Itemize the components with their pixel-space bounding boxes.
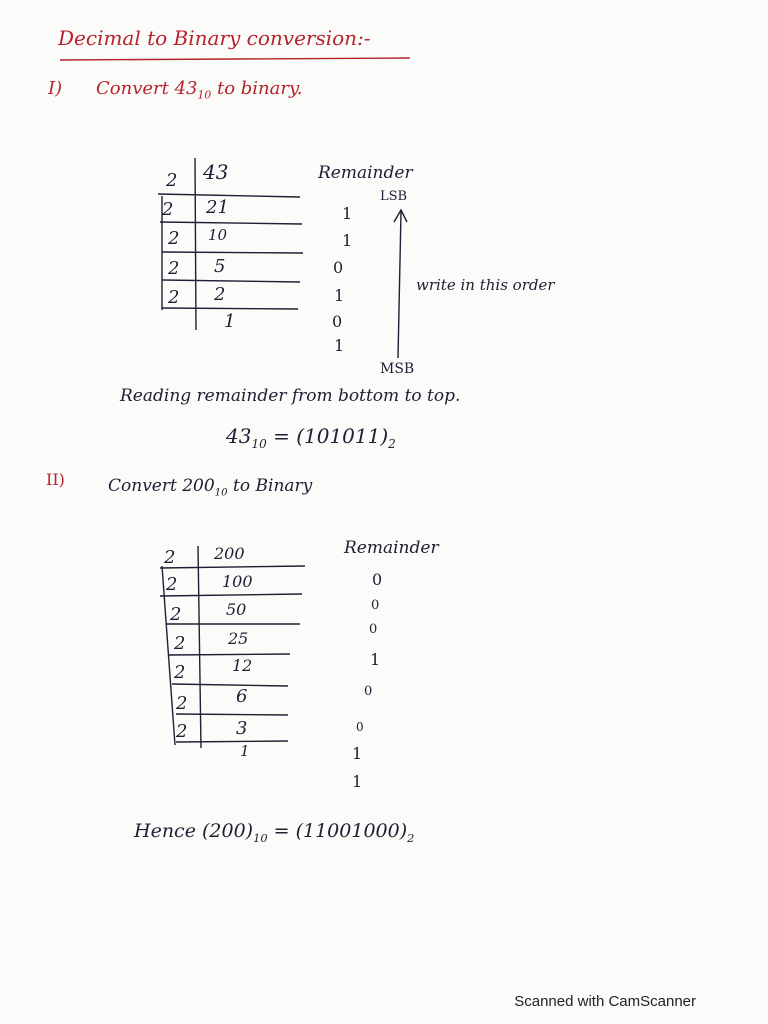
q2-remainder: 0 xyxy=(364,684,373,699)
q1-dividend: 2 xyxy=(214,284,226,305)
q2-dividend: 200 xyxy=(214,544,245,563)
q2-dividend: 1 xyxy=(240,742,250,760)
q1-prompt-pre: Convert 43 xyxy=(96,78,198,99)
q2-marker: II) xyxy=(46,470,65,489)
q1-result-rhs-sub: 2 xyxy=(388,437,396,451)
q1-prompt xyxy=(96,78,302,102)
q1-division-table xyxy=(158,158,303,330)
q2-prompt-post: to Binary xyxy=(233,476,313,496)
q1-result-lhs: 43 xyxy=(226,424,252,448)
q2-remainder: 1 xyxy=(352,744,363,763)
q2-prompt xyxy=(108,476,312,498)
q2-result-pre: Hence (200) xyxy=(134,820,254,842)
q2-result xyxy=(134,820,414,845)
q1-result xyxy=(226,424,396,451)
q1-remainder: 1 xyxy=(342,204,353,223)
q1-remainder: 1 xyxy=(334,336,345,355)
q1-dividend: 1 xyxy=(224,311,236,332)
q2-remainder-header: Remainder xyxy=(344,538,439,558)
q2-dividend: 12 xyxy=(232,656,253,675)
q1-reading-note: Reading remainder from bottom to top. xyxy=(120,386,461,406)
q2-remainder: 1 xyxy=(370,650,381,669)
q1-dividend: 43 xyxy=(203,160,229,184)
q2-dividend: 50 xyxy=(226,600,247,619)
q1-arrow-note: write in this order xyxy=(416,276,555,294)
q2-dividend: 100 xyxy=(222,572,253,591)
q1-dividend: 10 xyxy=(208,226,228,244)
q1-dividend: 5 xyxy=(214,256,226,277)
q2-dividend: 3 xyxy=(236,718,248,739)
q2-dividend: 25 xyxy=(228,629,249,648)
q2-prompt-sub: 10 xyxy=(214,487,228,499)
q1-divisor: 2 xyxy=(168,228,180,249)
q1-remainder-header: Remainder xyxy=(318,163,413,183)
q2-result-eq: = (11001000) xyxy=(273,820,408,842)
q1-lsb-label: LSB xyxy=(380,189,408,204)
q1-result-lhs-sub: 10 xyxy=(251,437,267,451)
q2-remainder: 1 xyxy=(352,772,363,791)
q1-prompt-sub: 10 xyxy=(197,88,212,102)
page-title: Decimal to Binary conversion:- xyxy=(58,26,371,50)
q1-marker: I) xyxy=(48,78,63,99)
q1-divisor: 2 xyxy=(166,170,178,191)
q1-divisor: 2 xyxy=(168,287,180,308)
q1-prompt-post: to binary. xyxy=(216,78,303,99)
q1-divisor: 2 xyxy=(162,199,174,220)
q1-remainder: 1 xyxy=(342,231,353,250)
title-underline xyxy=(60,58,410,60)
q2-remainder: 0 xyxy=(371,598,380,613)
q2-remainder: 0 xyxy=(356,720,364,734)
q2-divisor: 2 xyxy=(176,693,188,714)
q2-prompt-pre: Convert 200 xyxy=(108,476,215,496)
q1-divisor: 2 xyxy=(168,258,180,279)
q1-remainder: 0 xyxy=(333,258,344,277)
q1-order-arrow xyxy=(394,210,407,358)
q2-remainder: 0 xyxy=(372,570,383,589)
q2-divisor: 2 xyxy=(176,721,188,742)
q2-divisor: 2 xyxy=(164,547,176,568)
q1-remainder: 1 xyxy=(334,286,345,305)
q2-result-sub2: 2 xyxy=(407,830,415,845)
q2-dividend: 6 xyxy=(236,686,248,707)
camscanner-footer: Scanned with CamScanner xyxy=(514,993,696,1010)
q1-msb-label: MSB xyxy=(380,361,415,377)
q2-divisor: 2 xyxy=(166,574,178,595)
q2-divisor: 2 xyxy=(170,604,182,625)
q1-remainder: 0 xyxy=(332,312,343,331)
q2-remainder: 0 xyxy=(369,622,378,637)
q1-dividend: 21 xyxy=(206,197,229,218)
q1-result-rhs: = (101011) xyxy=(273,424,389,448)
q2-divisor: 2 xyxy=(174,633,186,654)
q2-result-sub: 10 xyxy=(253,830,268,845)
q2-divisor: 2 xyxy=(174,662,186,683)
